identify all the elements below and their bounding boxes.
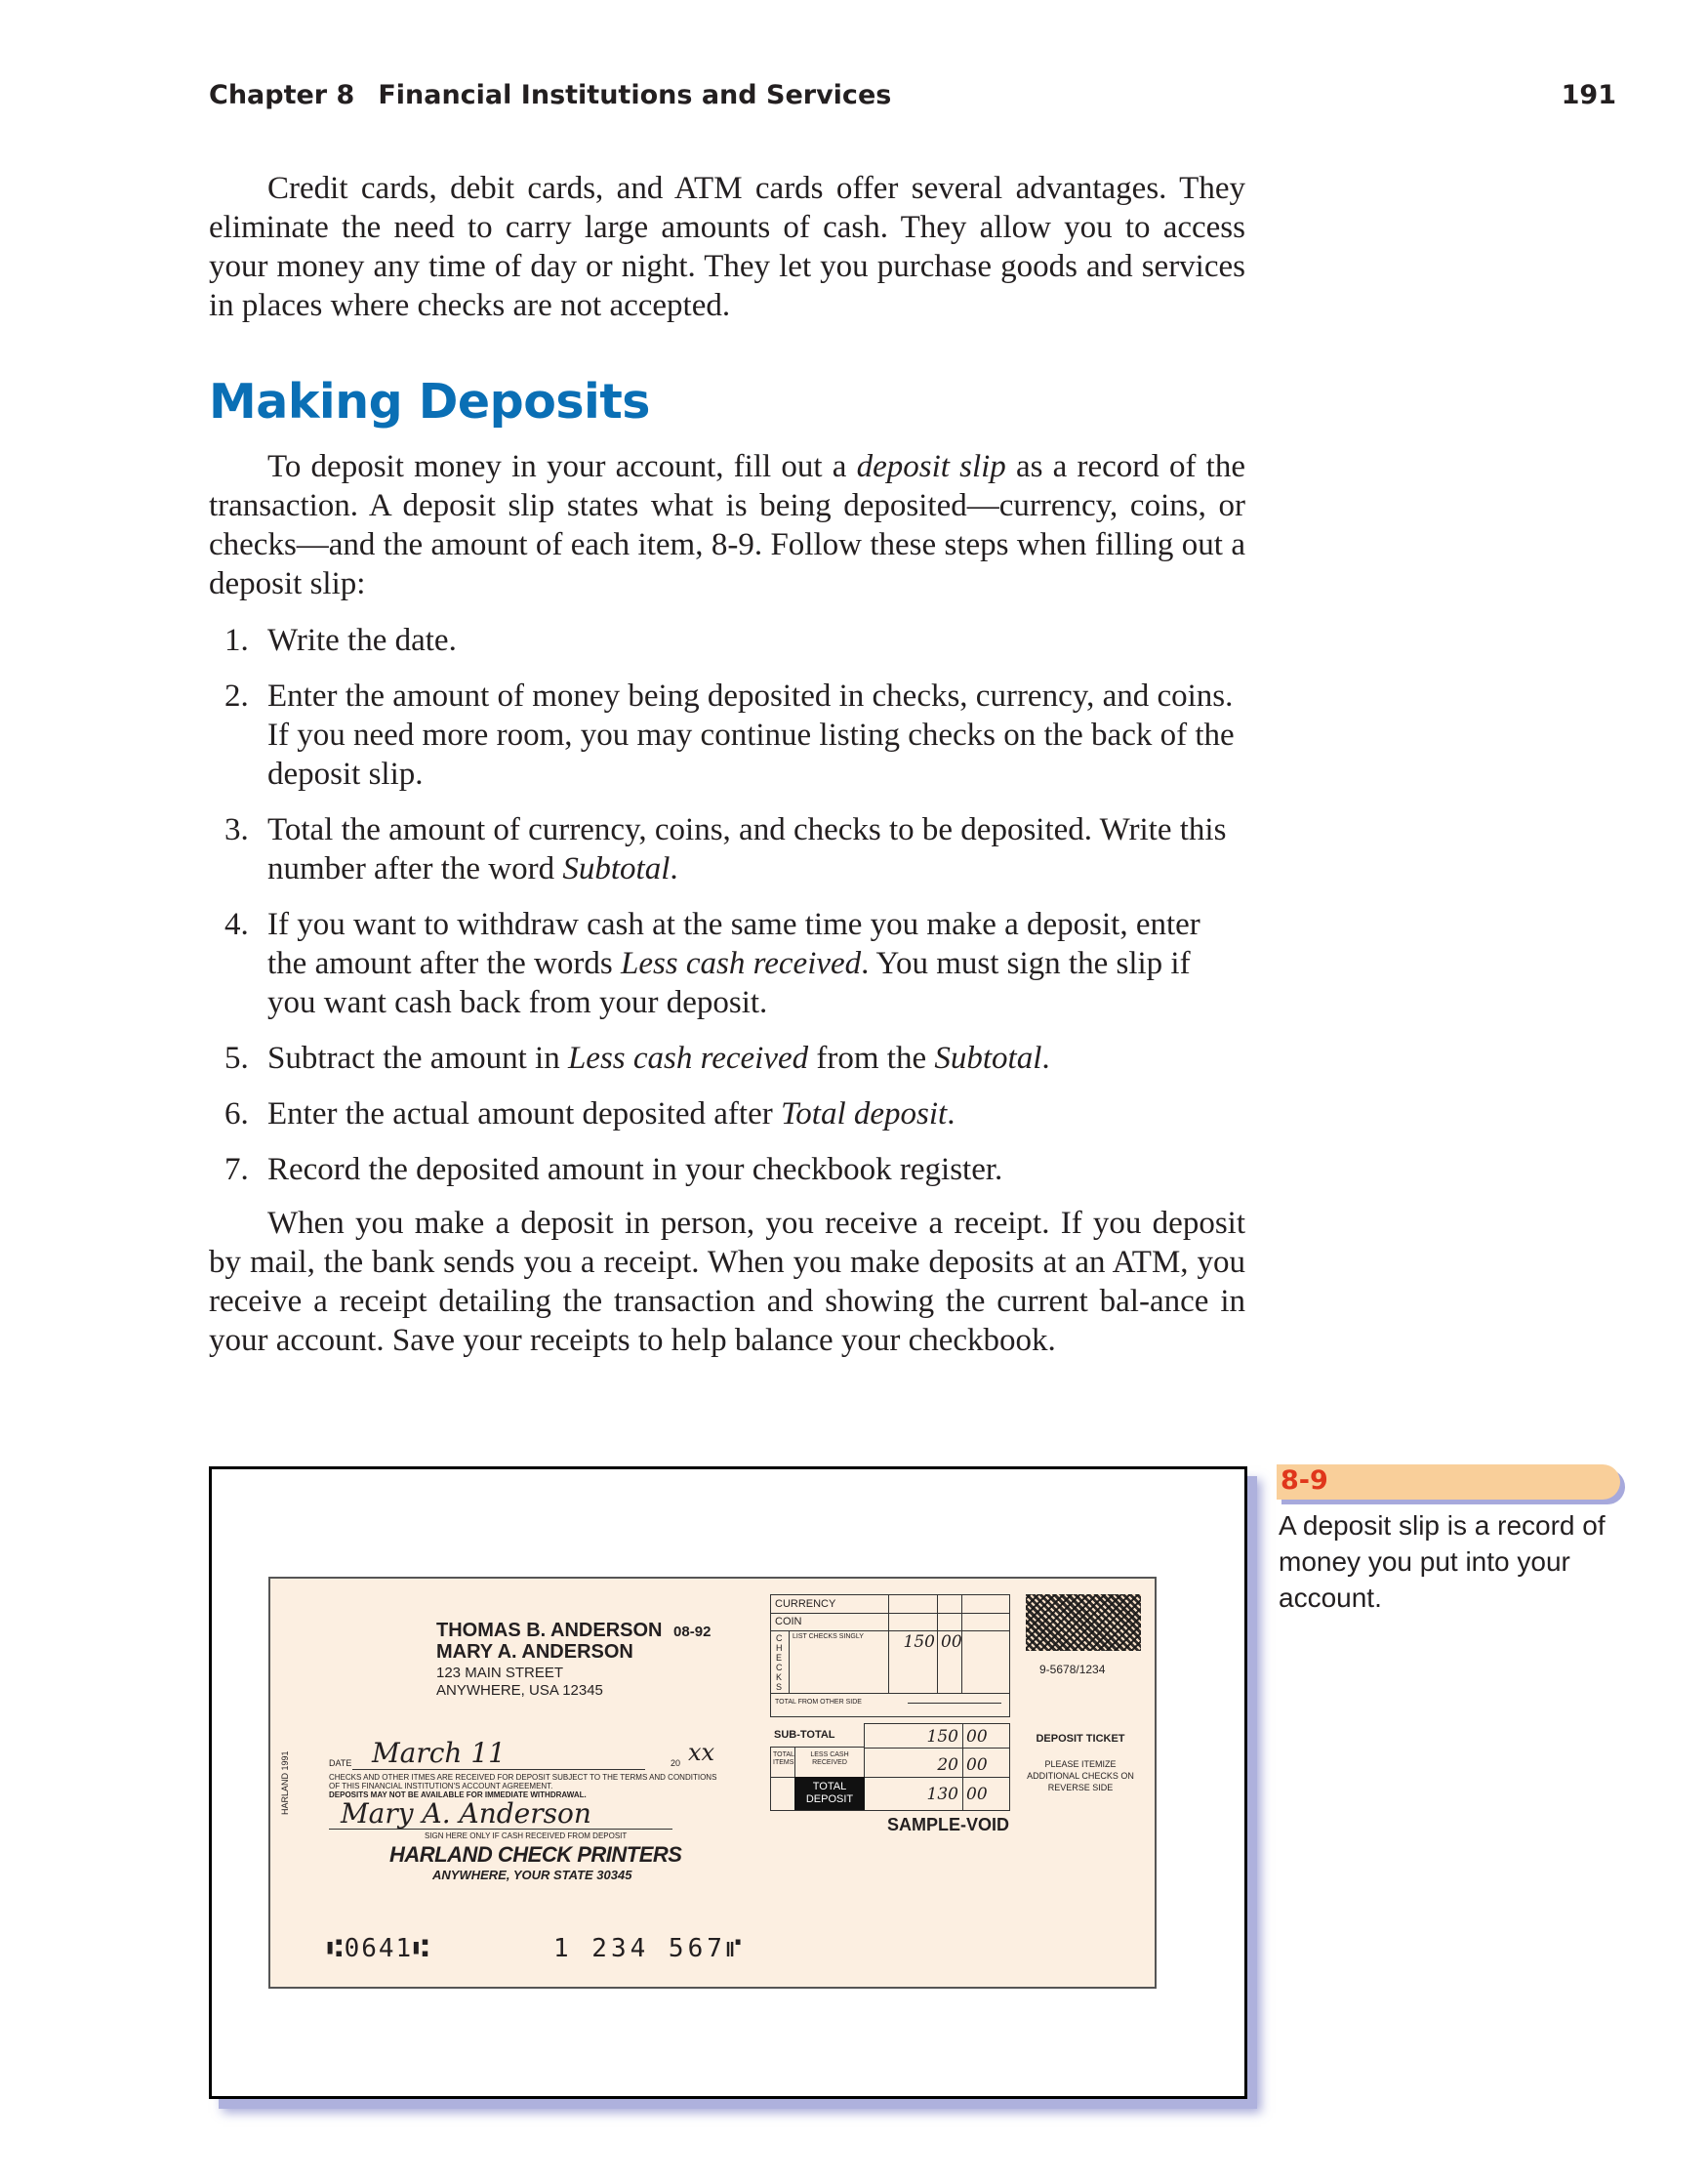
deposit-slip <box>268 1577 1157 1989</box>
total-other-side-label: TOTAL FROM OTHER SIDE <box>775 1699 862 1706</box>
running-head <box>209 80 1616 119</box>
chapter-title: Financial Institutions and Services <box>378 80 892 110</box>
printer-location: ANYWHERE, YOUR STATE 30345 <box>432 1868 632 1882</box>
total-deposit-dollars: 130 <box>926 1785 958 1804</box>
entry-grid <box>770 1594 1010 1717</box>
chapter-label: Chapter 8 Financial Institutions and Services <box>209 80 892 110</box>
printer-side-label: HARLAND 1991 <box>280 1750 290 1815</box>
subtotal-cents: 00 <box>966 1727 988 1747</box>
deposit-ticket-label: DEPOSIT TICKET <box>1036 1733 1125 1745</box>
figure-number: 8-9 <box>1281 1465 1328 1496</box>
section-heading: Making Deposits <box>209 374 650 430</box>
figure-number-tab <box>1277 1464 1620 1500</box>
signature-note: SIGN HERE ONLY IF CASH RECEIVED FROM DEPOSIT <box>425 1831 628 1840</box>
items-box <box>770 1747 865 1811</box>
figure-caption: A deposit slip is a record of money you put into your account. <box>1279 1510 1606 1613</box>
depositor-signature: Mary A. Anderson <box>341 1797 591 1830</box>
micr-routing: ⑆0641⑆ <box>327 1934 430 1963</box>
year-value: xx <box>688 1739 715 1766</box>
amount-box <box>864 1723 1010 1811</box>
account-holder-2: MARY A. ANDERSON <box>436 1641 633 1663</box>
account-holder-1: THOMAS B. ANDERSON 08-92 <box>436 1620 712 1641</box>
date-label: DATE <box>329 1758 352 1768</box>
signature-line <box>329 1829 672 1830</box>
slip-code: 08-92 <box>673 1624 712 1640</box>
steps-list <box>209 621 1245 1206</box>
figure-frame <box>209 1466 1247 2099</box>
list-checks-label: LIST CHECKS SINGLY <box>793 1633 864 1640</box>
checks-vertical-label: CHECKS <box>776 1633 783 1692</box>
step-item: 4. If you want to withdraw cash at the same time you make a deposit, enter the amount after the words Less cash received. You must sign the slip if you want cash back from your deposit. <box>224 907 1200 1020</box>
subtotal-dollars: 150 <box>926 1727 958 1747</box>
micr-account: 1 234 567⑈ <box>553 1934 746 1963</box>
step-item: 6. Enter the actual amount deposited after Total deposit. <box>224 1096 956 1132</box>
check-dollars: 150 <box>903 1632 935 1652</box>
less-cash-dollars: 20 <box>937 1755 958 1775</box>
printer-name: HARLAND CHECK PRINTERS <box>389 1842 682 1867</box>
deposit-slip-term: deposit slip <box>856 449 1006 484</box>
closing-paragraph: When you make a deposit in person, you receive a receipt. If you deposit by mail, the bank sends you a receipt. When you make deposits at an ATM, you receive a receipt detailing the transaction and showing the current bal-ance in your account. Save your receipts to help balance your checkbook. <box>209 1206 1245 1358</box>
sample-void: SAMPLE-VOID <box>887 1815 1010 1834</box>
step-item: 5. Subtract the amount in Less cash received from the Subtotal. <box>224 1041 1050 1076</box>
total-deposit-cents: 00 <box>966 1785 988 1804</box>
fraction-code: 9-5678/1234 <box>1039 1663 1106 1676</box>
step-item: 7. Record the deposited amount in your checkbook register. <box>224 1152 1003 1187</box>
total-items-label: TOTAL ITEMS <box>773 1751 794 1766</box>
step-item: 1. Write the date. <box>224 623 457 658</box>
total-deposit-label: TOTAL DEPOSIT <box>794 1777 865 1810</box>
coin-label: COIN <box>775 1616 802 1627</box>
address-street: 123 MAIN STREET <box>436 1665 564 1681</box>
year-prefix: 20 <box>671 1758 681 1768</box>
security-pattern <box>1026 1594 1141 1651</box>
step-item: 2. Enter the amount of money being deposited in checks, currency, and coins. If you need more room, you may continue listing checks on the back of the deposit slip. <box>224 679 1235 792</box>
date-value: March 11 <box>372 1737 506 1769</box>
date-line <box>352 1769 645 1770</box>
subtotal-label: SUB-TOTAL <box>774 1729 835 1741</box>
deposit-paragraph: To deposit money in your account, fill out a deposit slip as a record of the transaction. A deposit slip states what is being deposited—currency, coins, or checks—and the amount of each item, 8-9. Follow these steps when filling out a deposit slip: <box>209 449 1245 601</box>
itemize-note: PLEASE ITEMIZE ADDITIONAL CHECKS ON REVERSE SIDE <box>1027 1759 1134 1792</box>
deposit-terms: CHECKS AND OTHER ITMES ARE RECEIVED FOR DEPOSIT SUBJECT TO THE TERMS AND CONDITIONS OF THIS FINANCIAL INSTITUTION'S ACCOUNT AGREEMENT. DEPOSITS MAY NOT BE AVAILABLE FOR IMMEDIATE WITHDRAWAL. <box>329 1773 717 1799</box>
coin-row <box>771 1613 1009 1631</box>
less-cash-cents: 00 <box>966 1755 988 1775</box>
currency-label: CURRENCY <box>775 1598 836 1610</box>
less-cash-label: LESS CASH RECEIVED <box>810 1751 849 1766</box>
page-number: 191 <box>1561 80 1616 110</box>
check-cents: 00 <box>941 1632 962 1652</box>
intro-paragraph: Credit cards, debit cards, and ATM cards offer several advantages. They eliminate the need to carry large amounts of cash. They allow you to access your money any time of day or night. They let you purchase goods and services in places where checks are not accepted. <box>209 171 1245 323</box>
address-city: ANYWHERE, USA 12345 <box>436 1682 603 1699</box>
step-item: 3. Total the amount of currency, coins, and checks to be deposited. Write this number after the word Subtotal. <box>224 812 1227 886</box>
other-side-line <box>908 1703 1001 1704</box>
